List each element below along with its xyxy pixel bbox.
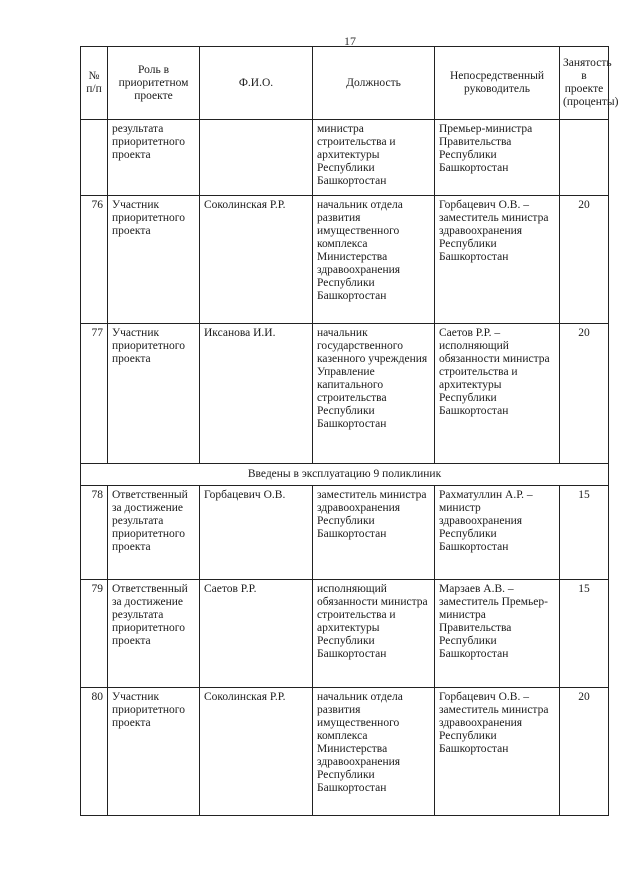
table-header-row — [81, 47, 609, 120]
cell-load: 20 — [560, 688, 609, 816]
cell-num: 79 — [81, 580, 108, 688]
cell-position: начальник отдела развития имущественного комплекса Министерства здравоохранения Республики Башкортостан — [313, 688, 435, 816]
header-num: № п/п — [81, 47, 108, 120]
cell-fio: Соколинская Р.Р. — [200, 688, 313, 816]
page-number: 17 — [344, 34, 356, 48]
cell-position: исполняющий обязанности министра строительства и архитектуры Республики Башкортостан — [313, 580, 435, 688]
cell-position: начальник государственного казенного учреждения Управление капитального строительства Республики Башкортостан — [313, 324, 435, 464]
cell-num: 78 — [81, 486, 108, 580]
section-title: Введены в эксплуатацию 9 поликлиник — [81, 464, 609, 486]
cell-load: 15 — [560, 580, 609, 688]
cell-fio: Саетов Р.Р. — [200, 580, 313, 688]
cell-fio: Иксанова И.И. — [200, 324, 313, 464]
cell-role: Участник приоритетного проекта — [108, 688, 200, 816]
header-position: Должность — [313, 47, 435, 120]
cell-num: 80 — [81, 688, 108, 816]
cell-fio — [200, 120, 313, 196]
cell-position: заместитель министра здравоохранения Республики Башкортостан — [313, 486, 435, 580]
cell-position: министра строительства и архитектуры Республики Башкортостан — [313, 120, 435, 196]
cell-fio: Соколинская Р.Р. — [200, 196, 313, 324]
cell-load: 20 — [560, 324, 609, 464]
cell-manager: Горбацевич О.В. – заместитель министра здравоохранения Республики Башкортостан — [435, 688, 560, 816]
cell-num: 76 — [81, 196, 108, 324]
cell-load — [560, 120, 609, 196]
cell-manager: Саетов Р.Р. – исполняющий обязанности министра строительства и архитектуры Республики Башкортостан — [435, 324, 560, 464]
cell-role: Ответственный за достижение результата приоритетного проекта — [108, 580, 200, 688]
cell-role: результата приоритетного проекта — [108, 120, 200, 196]
header-manager: Непосредственный руководитель — [435, 47, 560, 120]
cell-position: начальник отдела развития имущественного комплекса Министерства здравоохранения Республики Башкортостан — [313, 196, 435, 324]
cell-manager: Премьер-министра Правительства Республики Башкортостан — [435, 120, 560, 196]
cell-num: 77 — [81, 324, 108, 464]
table-row — [81, 580, 609, 688]
cell-load: 15 — [560, 486, 609, 580]
participants-table — [80, 46, 619, 816]
cell-num — [81, 120, 108, 196]
table-row — [81, 324, 609, 464]
header-role: Роль в приоритетном проекте — [108, 47, 200, 120]
cell-role: Участник приоритетного проекта — [108, 324, 200, 464]
cell-manager: Марзаев А.В. – заместитель Премьер-министра Правительства Республики Башкортостан — [435, 580, 560, 688]
cell-load: 20 — [560, 196, 609, 324]
cell-role: Ответственный за достижение результата приоритетного проекта — [108, 486, 200, 580]
table-row — [81, 196, 609, 324]
table-row — [81, 120, 609, 196]
table-row — [81, 688, 609, 816]
section-row — [81, 464, 609, 486]
header-load: Занятость в проекте (проценты) — [560, 47, 609, 120]
table-row — [81, 486, 609, 580]
cell-manager: Горбацевич О.В. – заместитель министра здравоохранения Республики Башкортостан — [435, 196, 560, 324]
cell-manager: Рахматуллин А.Р. – министр здравоохранения Республики Башкортостан — [435, 486, 560, 580]
cell-fio: Горбацевич О.В. — [200, 486, 313, 580]
cell-role: Участник приоритетного проекта — [108, 196, 200, 324]
header-fio: Ф.И.О. — [200, 47, 313, 120]
